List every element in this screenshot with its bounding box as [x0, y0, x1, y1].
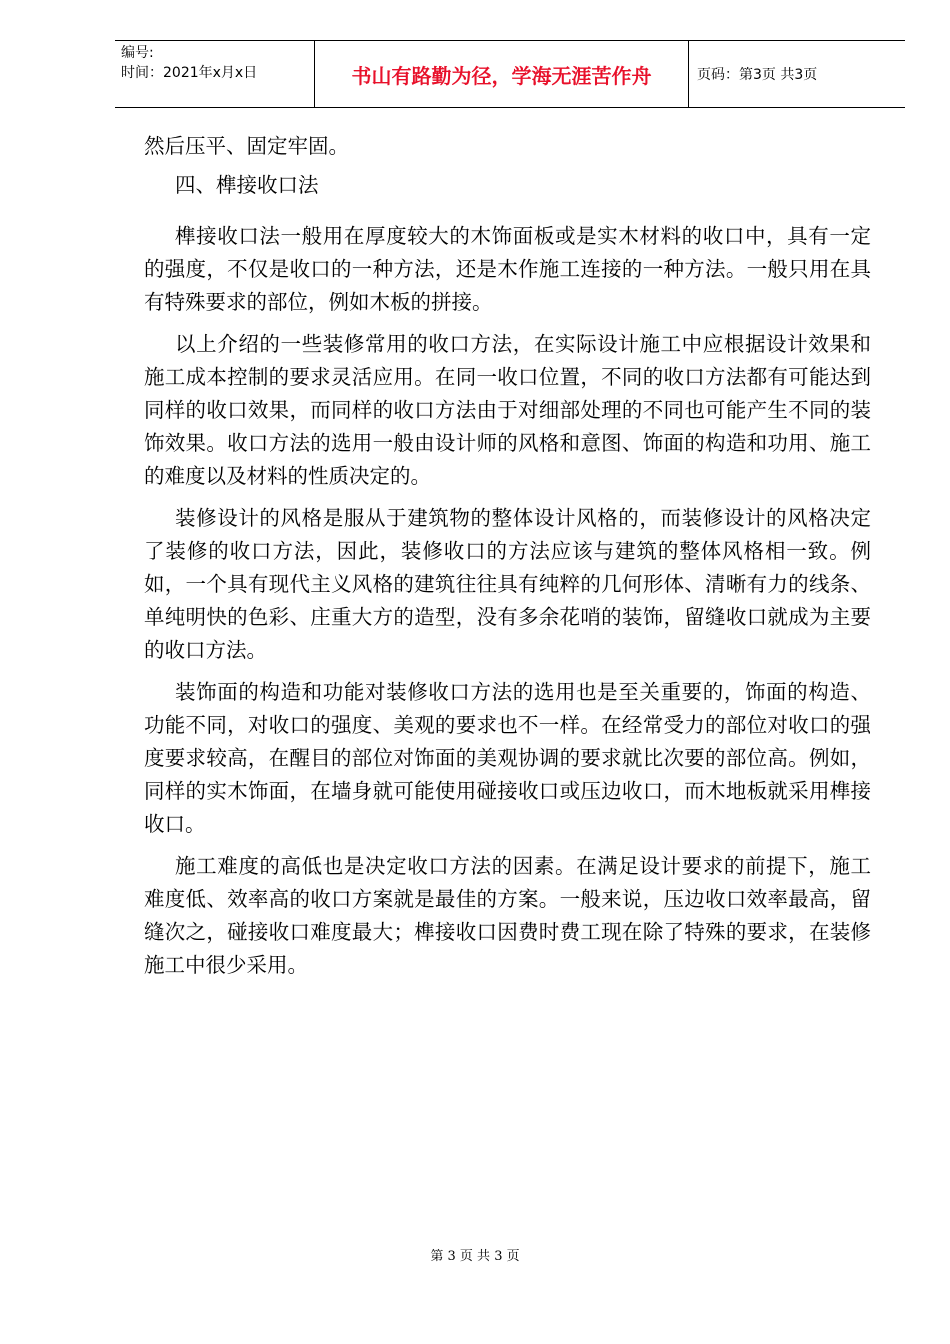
paragraph-5: 施工难度的高低也是决定收口方法的因素。在满足设计要求的前提下，施工难度低、效率高的收口方案就是最佳的方案。一般来说，压边收口效率最高，留缝次之，碰接收口难度最大；榫接收口因费时费工现在除了特殊的要求，在装修施工中很少采用。	[144, 854, 871, 977]
paragraph-2: 以上介绍的一些装修常用的收口方法，在实际设计施工中应根据设计效果和施工成本控制的要求灵活应用。在同一收口位置，不同的收口方法都有可能达到同样的收口效果，而同样的收口方法由于对细部处理的不同也可能产生不同的装饰效果。收口方法的选用一般由设计师的风格和意图、饰面的构造和功用、施工的难度以及材料的性质决定的。	[144, 332, 871, 488]
page-footer: 第 3 页 共 3 页	[430, 1249, 520, 1264]
header-meta	[115, 41, 315, 107]
paragraph-1: 榫接收口法一般用在厚度较大的木饰面板或是实木材料的收口中，具有一定的强度，不仅是收口的一种方法，还是木作施工连接的一种方法。一般只用在具有特殊要求的部位，例如木板的拼接。	[144, 224, 871, 314]
paragraph-4: 装饰面的构造和功能对装修收口方法的选用也是至关重要的，饰面的构造、功能不同，对收口的强度、美观的要求也不一样。在经常受力的部位对收口的强度要求较高，在醒目的部位对饰面的美观协调的要求就比次要的部位高。例如，同样的实木饰面，在墙身就可能使用碰接收口或压边收口，而木地板就采用榫接收口。	[144, 680, 871, 836]
document-body	[144, 130, 871, 982]
number-label: 编号:	[121, 45, 154, 61]
paragraph-3: 装修设计的风格是服从于建筑物的整体设计风格的，而装修设计的风格决定了装修的收口方法，因此，装修收口的方法应该与建筑的整体风格相一致。例如，一个具有现代主义风格的建筑往往具有纯粹的几何形体、清晰有力的线条、单纯明快的色彩、庄重大方的造型，没有多余花哨的装饰，留缝收口就成为主要的收口方法。	[144, 506, 871, 662]
section-heading: 四、榫接收口法	[175, 173, 319, 197]
header-motto: 书山有路勤为径，学海无涯苦作舟	[315, 41, 689, 107]
time-label: 时间：2021年x月x日	[121, 65, 258, 81]
continuation-line: 然后压平、固定牢固。	[144, 134, 349, 158]
page-header	[115, 40, 905, 108]
header-page-info: 页码：第3页 共3页	[697, 67, 818, 83]
